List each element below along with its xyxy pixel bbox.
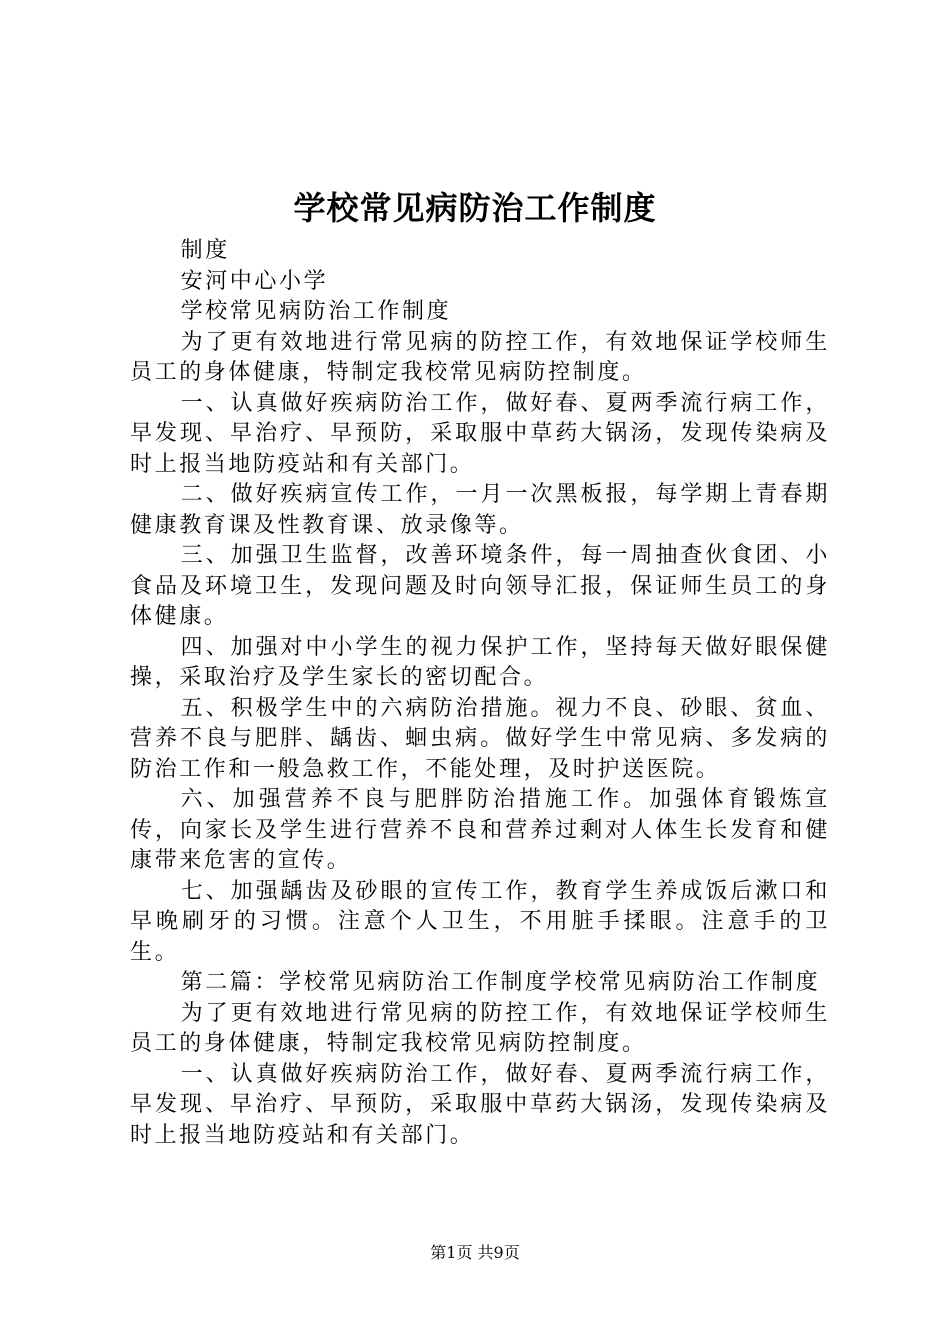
paragraph: 三、加强卫生监督，改善环境条件，每一周抽查伙食团、小食品及环境卫生，发现问题及时向领导汇报，保证师生员工的身体健康。	[130, 543, 830, 629]
paragraph: 学校常见病防治工作制度	[180, 299, 452, 324]
paragraph: 六、加强营养不良与肥胖防治措施工作。加强体育锻炼宣传，向家长及学生进行营养不良和营养过剩对人体生长发育和健康带来危害的宣传。	[130, 787, 830, 873]
paragraph: 制度	[180, 238, 230, 263]
paragraph: 一、认真做好疾病防治工作，做好春、夏两季流行病工作，早发现、早治疗、早预防，采取服中草药大锅汤，发现传染病及时上报当地防疫站和有关部门。	[130, 390, 830, 477]
paragraph: 七、加强龋齿及砂眼的宣传工作，教育学生养成饭后漱口和早晚刷牙的习惯。注意个人卫生，不用脏手揉眼。注意手的卫生。	[130, 878, 830, 965]
page-number-footer: 第1页 共9页	[430, 1243, 520, 1262]
document-title: 学校常见病防治工作制度	[293, 189, 657, 227]
paragraph: 二、做好疾病宣传工作，一月一次黑板报，每学期上青春期健康教育课及性教育课、放录像等。	[130, 482, 830, 538]
paragraph: 第二篇：学校常见病防治工作制度学校常见病防治工作制度	[180, 970, 821, 995]
paragraph: 为了更有效地进行常见病的防控工作，有效地保证学校师生员工的身体健康，特制定我校常见病防控制度。	[130, 329, 830, 385]
paragraph: 五、积极学生中的六病防治措施。视力不良、砂眼、贫血、营养不良与肥胖、龋齿、蛔虫病。做好学生中常见病、多发病的防治工作和一般急救工作，不能处理，及时护送医院。	[130, 695, 830, 782]
paragraph: 四、加强对中小学生的视力保护工作，坚持每天做好眼保健操，采取治疗及学生家长的密切配合。	[130, 634, 830, 690]
paragraph: 为了更有效地进行常见病的防控工作，有效地保证学校师生员工的身体健康，特制定我校常见病防控制度。	[130, 1000, 830, 1056]
paragraph: 安河中心小学	[180, 268, 329, 294]
document-body	[130, 236, 830, 1151]
paragraph: 一、认真做好疾病防治工作，做好春、夏两季流行病工作，早发现、早治疗、早预防，采取服中草药大锅汤，发现传染病及时上报当地防疫站和有关部门。	[130, 1061, 830, 1148]
